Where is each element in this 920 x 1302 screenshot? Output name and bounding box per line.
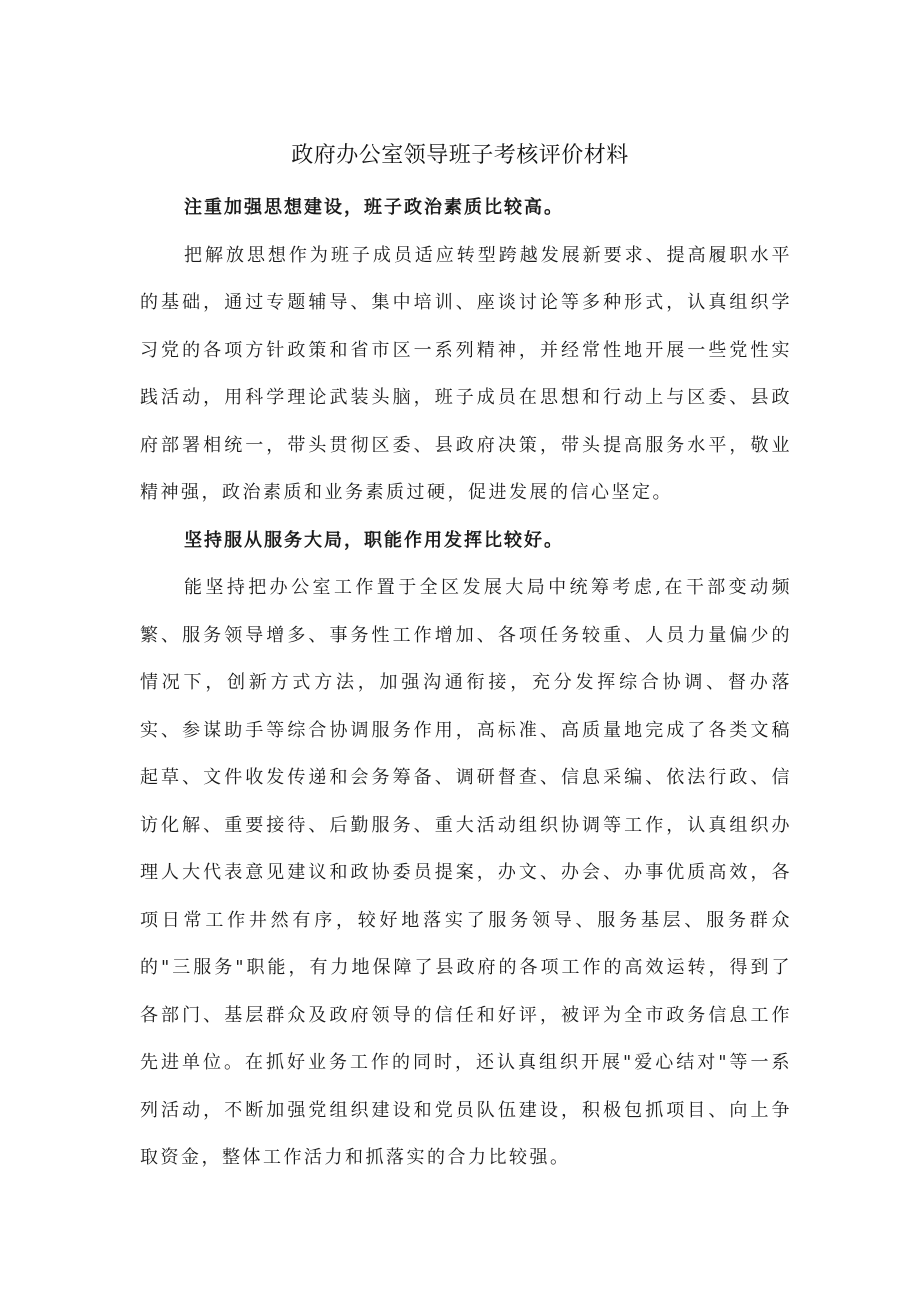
document-body (140, 184, 792, 1182)
section-paragraph-ideology: 把解放思想作为班子成员适应转型跨越发展新要求、提高履职水平的基础，通过专题辅导、集中培训、座谈讨论等多种形式，认真组织学习党的各项方针政策和省市区一系列精神，并经常性地开展一些党性实践活动，用科学理论武装头脑，班子成员在思想和行动上与区委、县政府部署相统一，带头贯彻区委、县政府决策，带头提高服务水平，敬业精神强，政治素质和业务素质过硬，促进发展的信心坚定。 (140, 244, 792, 503)
section-heading-ideology: 注重加强思想建设，班子政治素质比较高。 (184, 197, 564, 218)
section-paragraph-service: 能坚持把办公室工作置于全区发展大局中统筹考虑,在干部变动频繁、服务领导增多、事务性工作增加、各项任务较重、人员力量偏少的情况下，创新方式方法，加强沟通衔接，充分发挥综合协调、督办落实、参谋助手等综合协调服务作用，高标准、高质量地完成了各类文稿起草、文件收发传递和会务筹备、调研督查、信息采编、依法行政、信访化解、重要接待、后勤服务、重大活动组织协调等工作，认真组织办理人大代表意见建议和政协委员提案，办文、办会、办事优质高效，各项日常工作井然有序，较好地落实了服务领导、服务基层、服务群众的"三服务"职能，有力地保障了县政府的各项工作的高效运转，得到了各部门、基层群众及政府领导的信任和好评，被评为全市政务信息工作先进单位。在抓好业务工作的同时，还认真组织开展"爱心结对"等一系列活动，不断加强党组织建设和党员队伍建设，积极包抓项目、向上争取资金，整体工作活力和抓落实的合力比较强。 (140, 577, 792, 1168)
section-heading-service: 坚持服从服务大局，职能作用发挥比较好。 (184, 529, 564, 551)
document-title: 政府办公室领导班子考核评价材料 (291, 143, 629, 168)
